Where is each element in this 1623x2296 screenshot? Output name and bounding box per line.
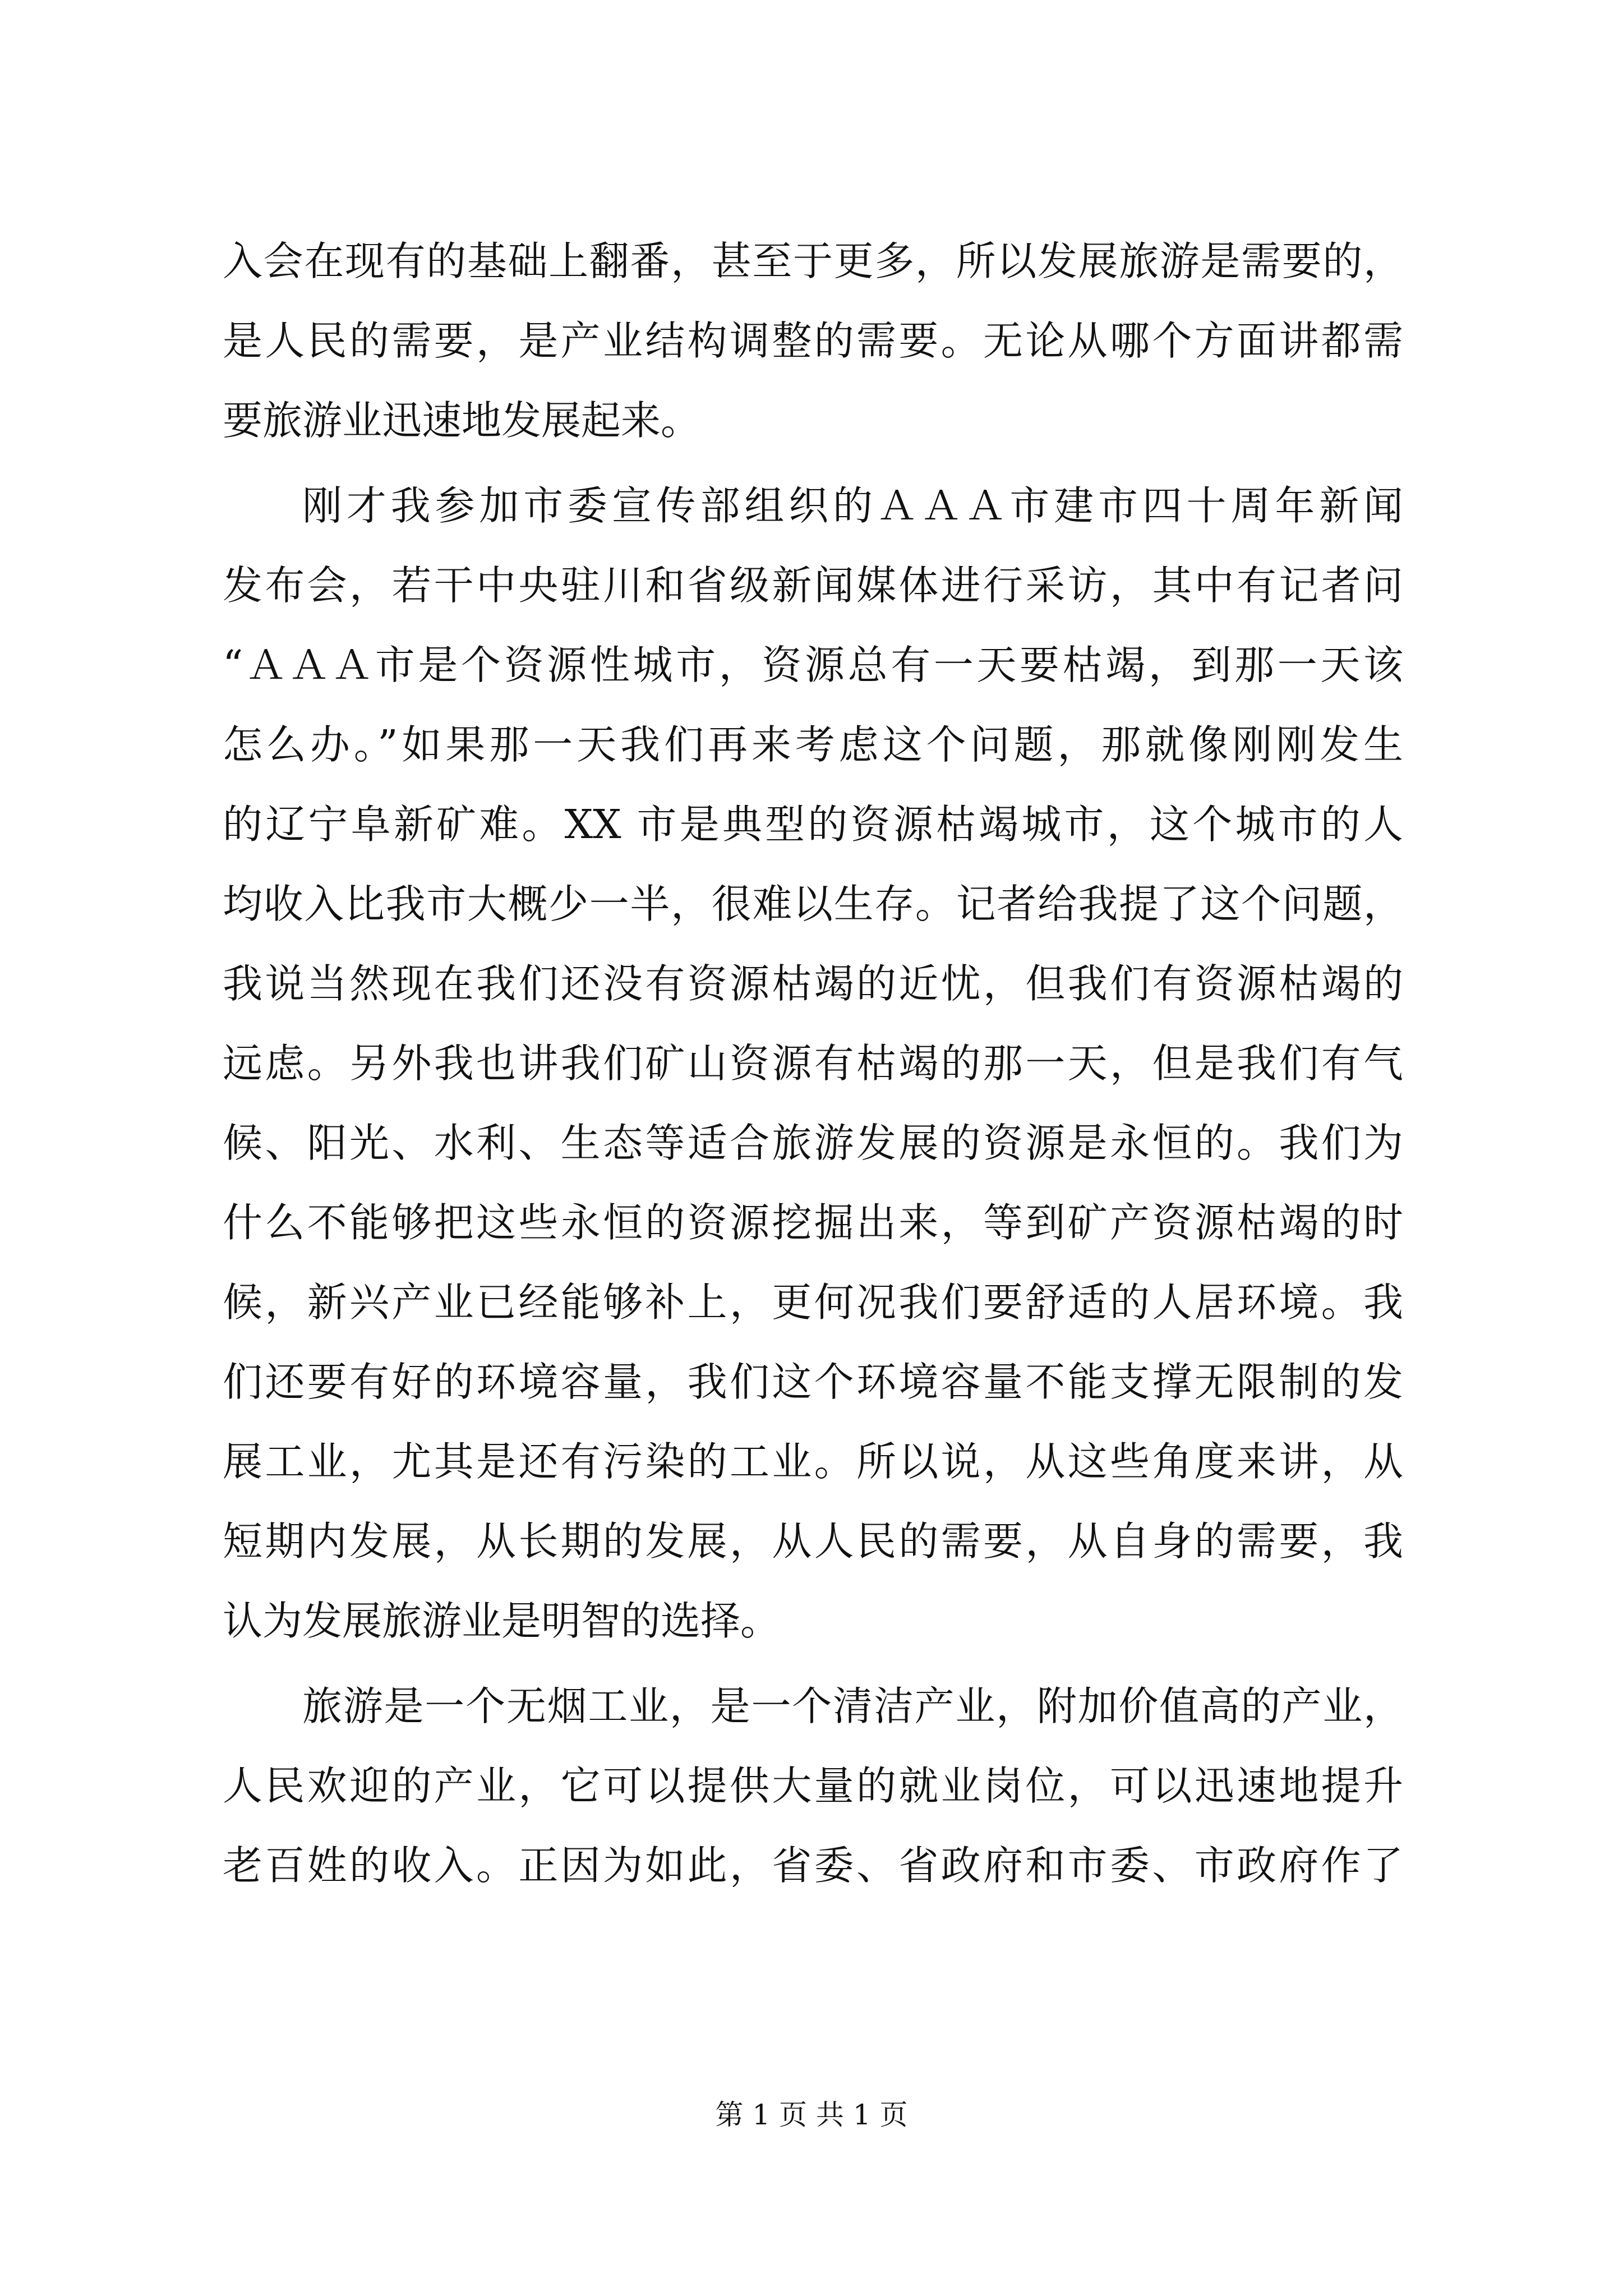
text-line: 要旅游业迅速地发展起来。 [223,397,701,444]
text-line: 候、阳光、水利、生态等适合旅游发展的资源是永恒的。我们为 [223,1120,1403,1166]
text-line: 老百姓的收入。正因为如此，省委、省政府和市委、市政府作了 [223,1842,1403,1889]
text-line: 人民欢迎的产业，它可以提供大量的就业岗位，可以迅速地提升 [223,1763,1403,1809]
text-line: 认为发展旅游业是明智的选择。 [223,1598,781,1644]
text-line: 候，新兴产业已经能够补上，更何况我们要舒适的人居环境。我 [223,1279,1403,1326]
text-line: 发布会，若干中央驻川和省级新闻媒体进行采访，其中有记者问 [223,562,1403,609]
text-line: 短期内发展，从长期的发展，从人民的需要，从自身的需要，我 [223,1518,1403,1565]
text-line: 的辽宁阜新矿难。XX 市是典型的资源枯竭城市，这个城市的人 [223,801,1403,848]
text-line: 均收入比我市大概少一半，很难以生存。记者给我提了这个问题， [223,881,1403,927]
text-line: 是人民的需要，是产业结构调整的需要。无论从哪个方面讲都需 [223,318,1403,364]
text-line: 入会在现有的基础上翻番，甚至于更多，所以发展旅游是需要的， [223,238,1403,284]
text-line: 展工业，尤其是还有污染的工业。所以说，从这些角度来讲，从 [223,1438,1403,1485]
text-line: 怎么办。”如果那一天我们再来考虑这个问题，那就像刚刚发生 [223,721,1403,768]
text-line: “ＡＡＡ市是个资源性城市，资源总有一天要枯竭，到那一天该 [223,642,1403,688]
text-line: 我说当然现在我们还没有资源枯竭的近忧，但我们有资源枯竭的 [223,960,1403,1007]
page-number-footer: 第 1 页 共 1 页 [715,2099,908,2131]
text-line: 们还要有好的环境容量，我们这个环境容量不能支撑无限制的发 [223,1359,1403,1405]
text-line: 远虑。另外我也讲我们矿山资源有枯竭的那一天，但是我们有气 [223,1040,1403,1087]
text-line: 旅游是一个无烟工业，是一个清洁产业，附加价值高的产业， [302,1683,1403,1729]
text-line: 什么不能够把这些永恒的资源挖掘出来，等到矿产资源枯竭的时 [223,1199,1403,1246]
document-body [223,222,1403,1906]
text-line: 刚才我参加市委宣传部组织的ＡＡＡ市建市四十周年新闻 [302,482,1403,529]
